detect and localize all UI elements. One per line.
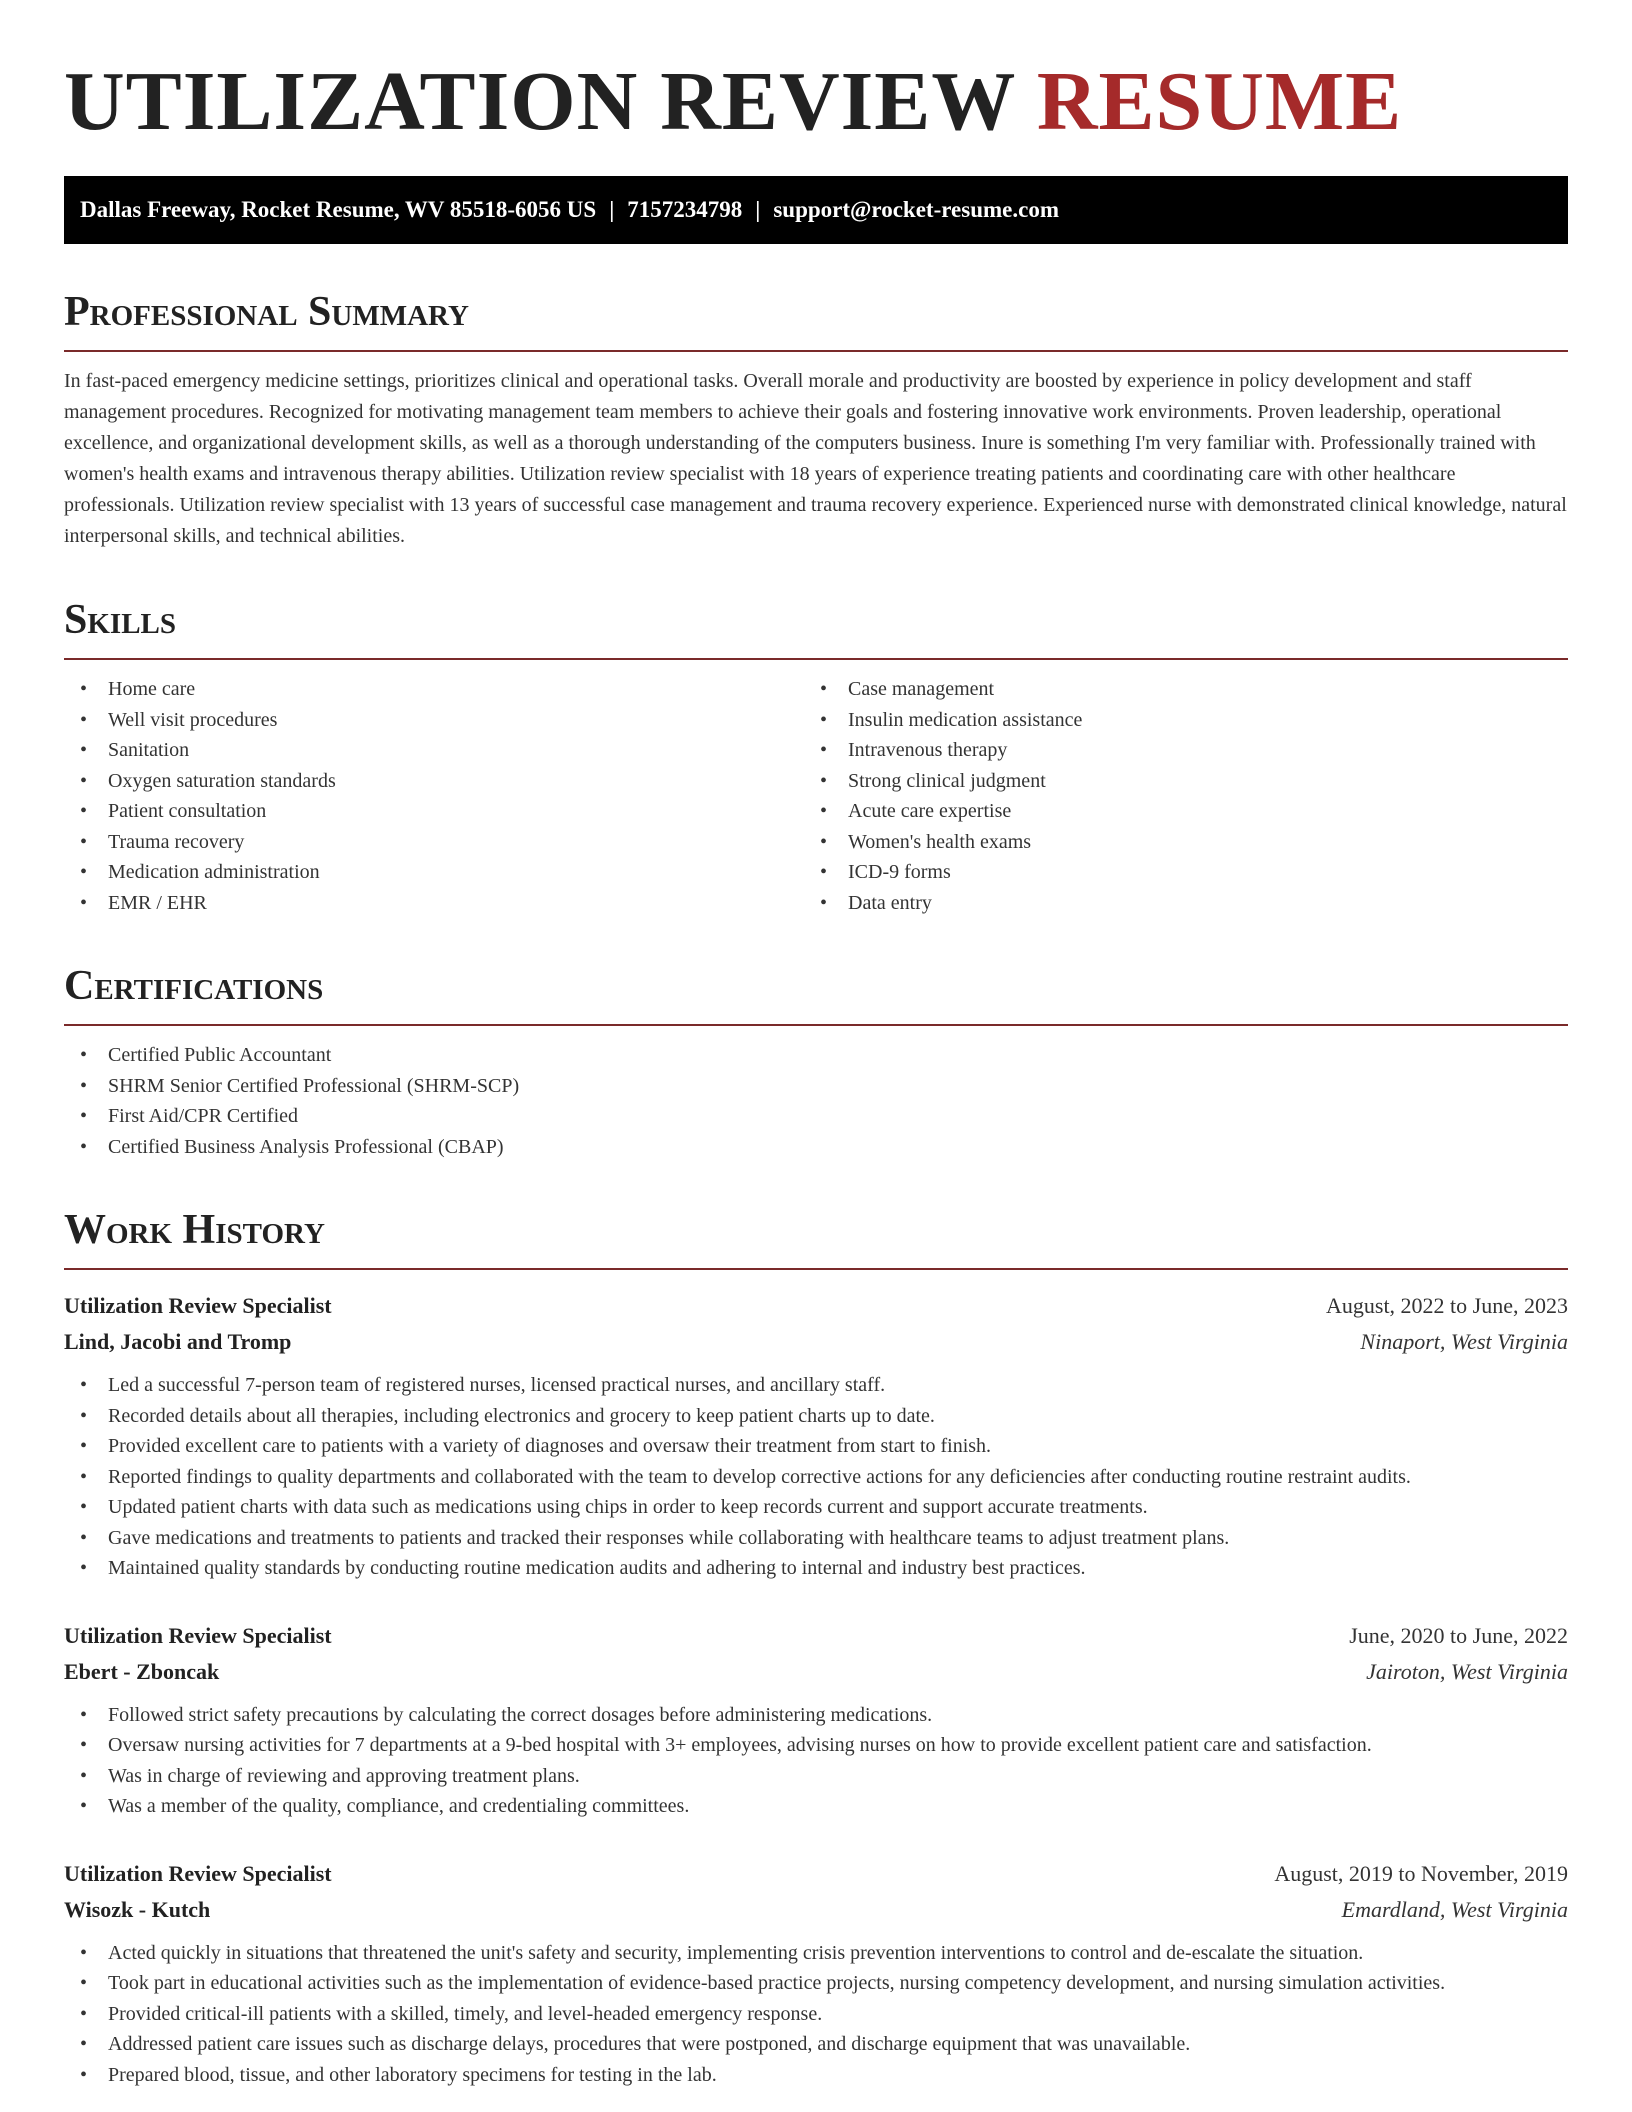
certification-item: • SHRM Senior Certified Professional (SHRM-SCP) (64, 1071, 1568, 1102)
job-bullet: • Provided excellent care to patients with a variety of diagnoses and oversaw their treatment from start to finish. (64, 1431, 1568, 1462)
job-location: Ninaport, West Virginia (1360, 1329, 1568, 1354)
contact-email[interactable]: support@rocket-resume.com (773, 197, 1059, 222)
job-entry (64, 1856, 1568, 2091)
summary-heading: Professional Summary (64, 289, 469, 335)
job-bullets (64, 1938, 1568, 2091)
job-location: Jairoton, West Virginia (1366, 1658, 1568, 1684)
job-company: Lind, Jacobi and Tromp (64, 1329, 292, 1354)
job-bullets (64, 1700, 1568, 1822)
certifications-heading: Certifications (64, 963, 324, 1009)
job-bullet: • Followed strict safety precautions by calculating the correct dosages before administering medications. (64, 1700, 1568, 1731)
job-entry (64, 1288, 1568, 1584)
job-title: Utilization Review Specialist (64, 1622, 332, 1648)
job-title: Utilization Review Specialist (64, 1293, 332, 1318)
skill-item: • Well visit procedures (64, 705, 804, 736)
job-bullet: • Maintained quality standards by conducting routine medication audits and adhering to internal and industry best practices. (64, 1553, 1568, 1584)
skills-section (64, 596, 1568, 918)
skill-item: • Women's health exams (804, 827, 1544, 858)
job-dates: August, 2019 to November, 2019 (1274, 1860, 1568, 1886)
certification-item: • Certified Business Analysis Professional (CBAP) (64, 1132, 1568, 1163)
job-company: Ebert - Zboncak (64, 1658, 220, 1684)
job-dates: August, 2022 to June, 2023 (1326, 1293, 1568, 1318)
summary-section (64, 288, 1568, 552)
contact-separator: | (609, 197, 615, 222)
job-bullet: • Gave medications and treatments to patients and tracked their responses while collaborating with healthcare teams to adjust treatment plans. (64, 1523, 1568, 1554)
skill-item: • Oxygen saturation standards (64, 766, 804, 797)
skills-list-right (804, 674, 1544, 918)
job-bullets (64, 1370, 1568, 1584)
job-bullet: • Acted quickly in situations that threatened the unit's safety and security, implementing crisis prevention interventions to control and de-escalate the situation. (64, 1938, 1568, 1969)
contact-phone: 7157234798 (627, 197, 743, 222)
job-bullet: • Provided critical-ill patients with a skilled, timely, and level-headed emergency response. (64, 1999, 1568, 2030)
skill-item: • Trauma recovery (64, 827, 804, 858)
certifications-section (64, 962, 1568, 1162)
job-bullet: • Oversaw nursing activities for 7 departments at a 9-bed hospital with 3+ employees, advising nurses on how to provide excellent patient care and satisfaction. (64, 1730, 1568, 1761)
job-bullet: • Prepared blood, tissue, and other laboratory specimens for testing in the lab. (64, 2060, 1568, 2091)
certification-item: • Certified Public Accountant (64, 1040, 1568, 1071)
skill-item: • Patient consultation (64, 796, 804, 827)
resume-title (64, 0, 1568, 152)
work-history-section (64, 1206, 1568, 2090)
skill-item: • Acute care expertise (804, 796, 1544, 827)
section-divider (64, 1024, 1568, 1026)
job-title: Utilization Review Specialist (64, 1860, 332, 1886)
job-bullet: • Recorded details about all therapies, including electronics and grocery to keep patient charts up to date. (64, 1401, 1568, 1432)
job-entry (64, 1618, 1568, 1822)
title-main: UTILIZATION REVIEW (64, 55, 1015, 148)
skill-item: • Case management (804, 674, 1544, 705)
section-divider (64, 350, 1568, 352)
job-location: Emardland, West Virginia (1341, 1896, 1568, 1922)
skill-item: • Medication administration (64, 857, 804, 888)
job-company: Wisozk - Kutch (64, 1896, 211, 1922)
summary-text: In fast-paced emergency medicine settings, prioritizes clinical and operational tasks. Overall morale and productivity are boosted by experience in policy development and staff management procedures. Recognized for motivating management team members to achieve their goals and fostering innovative work environments. Proven leadership, operational excellence, and organizational development skills, as well as a thorough understanding of the computers business. Inure is something I'm very familiar with. Professionally trained with women's health exams and intravenous therapy abilities. Utilization review specialist with 18 years of experience treating patients and coordinating care with other healthcare professionals. Utilization review specialist with 13 years of successful case management and trauma recovery experience. Experienced nurse with demonstrated clinical knowledge, natural interpersonal skills, and technical abilities. (64, 370, 1567, 547)
skills-list-left (64, 674, 804, 918)
job-bullet: • Was in charge of reviewing and approving treatment plans. (64, 1761, 1568, 1792)
skill-item: • Intravenous therapy (804, 735, 1544, 766)
certification-item: • First Aid/CPR Certified (64, 1101, 1568, 1132)
skill-item: • Strong clinical judgment (804, 766, 1544, 797)
contact-address: Dallas Freeway, Rocket Resume, WV 85518-6056 US (80, 197, 597, 222)
job-bullet: • Updated patient charts with data such as medications using chips in order to keep records current and support accurate treatments. (64, 1492, 1568, 1523)
skill-item: • Home care (64, 674, 804, 705)
skill-item: • EMR / EHR (64, 888, 804, 919)
skills-columns (64, 660, 1568, 918)
job-bullet: • Reported findings to quality departments and collaborated with the team to develop corrective actions for any deficiencies after conducting routine restraint audits. (64, 1462, 1568, 1493)
job-dates: June, 2020 to June, 2022 (1349, 1622, 1568, 1648)
job-bullet: • Led a successful 7-person team of registered nurses, licensed practical nurses, and ancillary staff. (64, 1370, 1568, 1401)
contact-bar (64, 176, 1568, 244)
job-bullet: • Was a member of the quality, compliance, and credentialing committees. (64, 1791, 1568, 1822)
section-divider (64, 1268, 1568, 1270)
skill-item: • ICD-9 forms (804, 857, 1544, 888)
skill-item: • Data entry (804, 888, 1544, 919)
certifications-list (64, 1040, 1568, 1162)
work-history-heading: Work History (64, 1207, 325, 1253)
skill-item: • Sanitation (64, 735, 804, 766)
job-bullet: • Took part in educational activities such as the implementation of evidence-based practice projects, nursing competency development, and nursing simulation activities. (64, 1968, 1568, 1999)
contact-separator: | (755, 197, 761, 222)
skill-item: • Insulin medication assistance (804, 705, 1544, 736)
job-bullet: • Addressed patient care issues such as discharge delays, procedures that were postponed, and discharge equipment that was unavailable. (64, 2029, 1568, 2060)
title-accent: RESUME (1036, 55, 1403, 148)
skills-heading: Skills (64, 597, 177, 643)
